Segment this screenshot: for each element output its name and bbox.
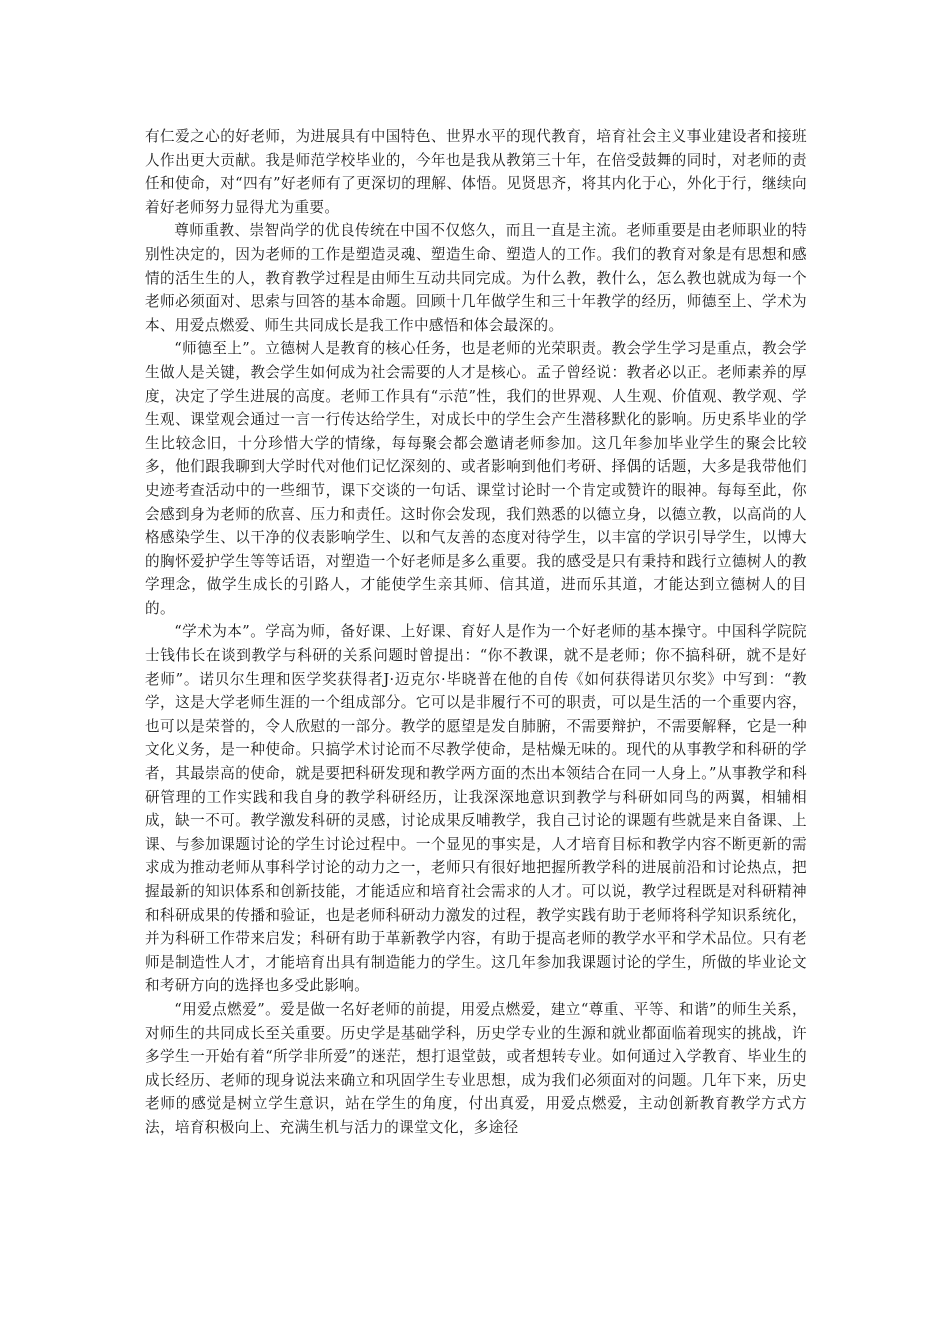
- paragraph-love-ignites-love: “用爱点燃爱”。爱是做一名好老师的前提，用爱点燃爱，建立“尊重、平等、和谐”的师生关系，对师生的共同成长至关重要。历史学是基础学科，历史学专业的生源和就业都面临着现实的挑战，许多学生一开始有着“所学非所爱”的迷茫，想打退堂鼓，或者想转专业。如何通过入学教育、毕业生的成长经历、老师的现身说法来确立和巩固学生专业思想，成为我们必须面对的问题。几年下来，历史老师的感觉是树立学生意识，站在学生的角度，付出真爱，用爱点燃爱，主动创新教育教学方式方法，培育积极向上、充满生机与活力的课堂文化，多途径: [145, 1000, 807, 1136]
- paragraph-continuation: 有仁爱之心的好老师，为进展具有中国特色、世界水平的现代教育，培育社会主义事业建设者和接班人作出更大贡献。我是师范学校毕业的，今年也是我从教第三十年，在倍受鼓舞的同时，对老师的责任和使命，对“四有”好老师有了更深切的理解、体悟。见贤思齐，将其内化于心，外化于行，继续向着好老师努力显得尤为重要。: [145, 128, 807, 216]
- paragraph-tradition: 尊师重教、崇智尚学的优良传统在中国不仅悠久，而且一直是主流。老师重要是由老师职业的特别性决定的，因为老师的工作是塑造灵魂、塑造生命、塑造人的工作。我们的教育对象是有思想和感情的活生生的人，教育教学过程是由师生互动共同完成。为什么教，教什么，怎么教也就成为每一个老师必须面对、思索与回答的基本命题。回顾十几年做学生和三十年教学的经历，师德至上、学术为本、用爱点燃爱、师生共同成长是我工作中感悟和体会最深的。: [145, 222, 807, 334]
- document-body: [145, 125, 807, 1140]
- paragraph-academics-foundation: “学术为本”。学高为师，备好课、上好课、育好人是作为一个好老师的基本操守。中国科学院院士钱伟长在谈到教学与科研的关系问题时曾提出：“你不教课，就不是老师；你不搞科研，就不是好老师”。诺贝尔生理和医学奖获得者J·迈克尔·毕晓普在他的自传《如何获得诺贝尔奖》中写到：“教学，这是大学老师生涯的一个组成部分。它可以是非履行不可的职责，可以是生活的一个重要内容，也可以是荣誉的，令人欣慰的一部分。教学的愿望是发自肺腑，不需要辩护，不需要解释，它是一种文化义务，是一种使命。只搞学术讨论而不尽教学使命，是枯燥无味的。现代的从事教学和科研的学者，其最崇高的使命，就是要把科研发现和教学两方面的杰出本领结合在同一人身上。”从事教学和科研管理的工作实践和我自身的教学科研经历，让我深深地意识到教学与科研如同鸟的两翼，相辅相成，缺一不可。教学激发科研的灵感，讨论成果反哺教学，我自己讨论的课题有些就是来自备课、上课、与参加课题讨论的学生讨论过程中。一个显见的事实是，人才培育目标和教学内容不断更新的需求成为推动老师从事科学讨论的动力之一，老师只有很好地把握所教学科的进展前沿和讨论热点，把握最新的知识体系和创新技能，才能适应和培育社会需求的人才。可以说，教学过程既是对科研精神和科研成果的传播和验证，也是老师科研动力激发的过程，教学实践有助于老师将科学知识系统化，并为科研工作带来启发；科研有助于革新教学内容，有助于提高老师的教学水平和学术品位。只有老师是制造性人才，才能培育出具有制造能力的学生。这几年参加我课题讨论的学生，所做的毕业论文和考研方向的选择也多受此影响。: [145, 623, 807, 995]
- paragraph-ethics-first: “师德至上”。立德树人是教育的核心任务，也是老师的光荣职责。教会学生学习是重点，教会学生做人是关键，教会学生如何成为社会需要的人才是核心。孟子曾经说：教者必以正。老师素养的厚度，决定了学生进展的高度。老师工作具有“示范”性，我们的世界观、人生观、价值观、教学观、学生观、课堂观会通过一言一行传达给学生，对成长中的学生会产生潜移默化的影响。历史系毕业的学生比较念旧，十分珍惜大学的情缘，每每聚会都会邀请老师参加。这几年参加毕业学生的聚会比较多，他们跟我聊到大学时代对他们记忆深刻的、或者影响到他们考研、择偶的话题，大多是我带他们史迹考查活动中的一些细节，课下交谈的一句话、课堂讨论时一个肯定或赞许的眼神。每每至此，你会感到身为老师的欣喜、压力和责任。这时你会发现，我们熟悉的以德立身，以德立教，以高尚的人格感染学生、以干净的仪表影响学生、以和气友善的态度对待学生，以丰富的学识引导学生，以博大的胸怀爱护学生等等话语，对塑造一个好老师是多么重要。我的感受是只有秉持和践行立德树人的教学理念，做学生成长的引路人，才能使学生亲其师、信其道，进而乐其道，才能达到立德树人的目的。: [145, 340, 807, 617]
